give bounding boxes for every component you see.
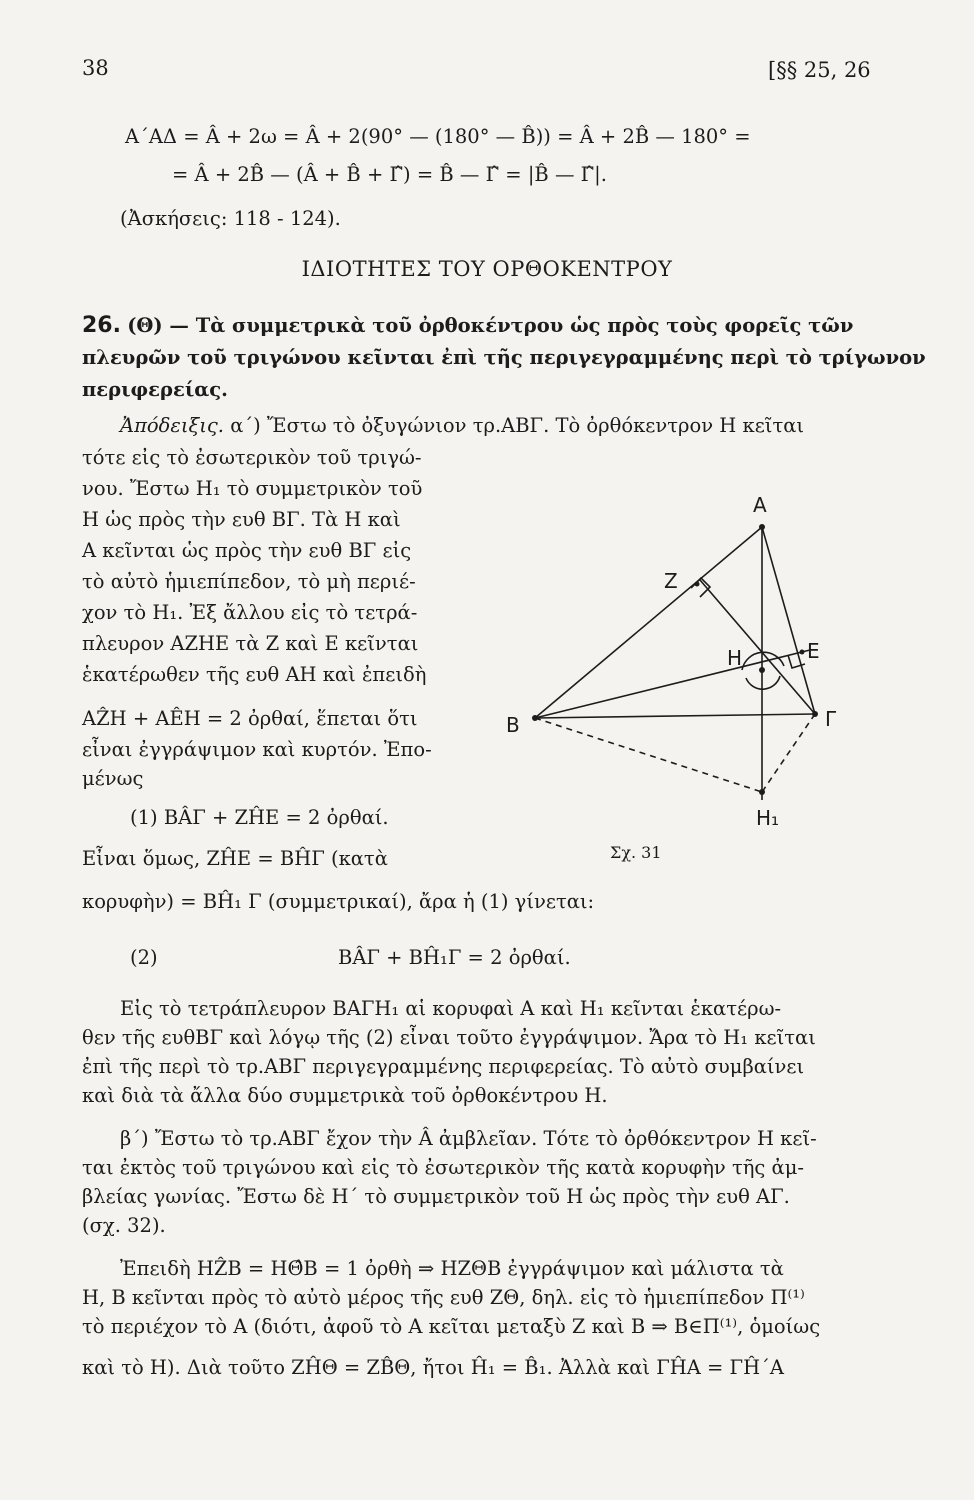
label-h1: Η₁ — [756, 806, 780, 830]
point-a — [759, 524, 765, 530]
case-b-line-1: β΄) Ἔστω τὸ τρ.ΑΒΓ ἔχον τὴν Â ἀμβλεῖαν. Τότε τὸ ὀρθόκεντρον Η κεῖ- — [120, 1127, 817, 1150]
case-b-line-6: Η, Β κεῖνται πρὸς τὸ αὐτὸ μέρος τῆς ευθ ΖΘ, δηλ. εἰς τὸ ἡμιεπίπεδον Π⁽¹⁾ — [82, 1286, 805, 1309]
equation-line-1: Α΄ΑΔ = Â + 2ω = Â + 2(90° — (180° — B̂)) = Â + 2B̂ — 180° = — [125, 125, 751, 148]
exercises-reference: (Ἀσκήσεις: 118 - 124). — [120, 207, 341, 230]
label-a: Α — [753, 493, 767, 517]
angle-arc-bhg — [746, 676, 780, 689]
case-b-line-3: βλείας γωνίας. Ἔστω δὲ Η΄ τὸ συμμετρικὸν τοῦ Η ὡς πρὸς τὴν ευθ ΑΓ. — [82, 1185, 790, 1208]
segment-g-h1 — [762, 714, 815, 792]
equation-line-2: = Â + 2B̂ — (Â + B̂ + Γ̂) = B̂ — Γ̂ = |B̂ — Γ̂|. — [172, 163, 607, 186]
segment-b-h1 — [535, 718, 762, 792]
side-ag — [762, 527, 815, 714]
proof-line-13: Εἶναι ὅμως, ΖĤΕ = ΒĤΓ (κατὰ — [82, 847, 388, 870]
section-reference: [§§ 25, 26 — [768, 58, 871, 82]
proof-line-2: τότε εἰς τὸ ἐσωτερικὸν τοῦ τριγώ- — [82, 446, 422, 469]
label-h: Η — [727, 646, 743, 670]
label-g: Γ — [825, 707, 837, 731]
point-b — [532, 715, 538, 721]
point-z — [695, 582, 700, 587]
figure-31-diagram — [470, 480, 860, 860]
point-h1 — [759, 789, 765, 795]
proof-line-11: εἶναι ἐγγράψιμον καὶ κυρτόν. Ἐπο- — [82, 738, 432, 761]
proof-line-17: ἐπὶ τῆς περὶ τὸ τρ.ΑΒΓ περιγεγραμμένης περιφερείας. Τὸ αὐτὸ συμβαίνει — [82, 1055, 805, 1078]
theorem-line-3: περιφερείας. — [82, 378, 228, 401]
side-bg — [535, 714, 815, 718]
theorem-line-2: πλευρῶν τοῦ τριγώνου κεῖνται ἐπὶ τῆς περιγεγραμμένης περὶ τὸ τρίγωνον — [82, 346, 926, 369]
theorem-number: 26. — [82, 313, 121, 338]
altitude-g — [700, 580, 815, 714]
point-e — [800, 650, 805, 655]
case-b-line-8: καὶ τὸ Η). Διὰ τοῦτο ΖĤΘ = ΖB̂Θ, ἤτοι Ĥ₁ = B̂₁. Ἀλλὰ καὶ ΓĤΑ = ΓĤ΄Α — [82, 1356, 784, 1379]
proof-line-10: ΑẐΗ + ΑÊΗ = 2 ὀρθαί, ἕπεται ὅτι — [82, 707, 418, 730]
proof-line-1 — [120, 413, 804, 439]
equation-2: ΒÂΓ + ΒĤ₁Γ = 2 ὀρθαί. — [338, 946, 571, 969]
point-h — [759, 667, 765, 673]
proof-text-1: α΄) Ἔστω τὸ ὀξυγώνιον τρ.ΑΒΓ. Τὸ ὀρθόκεντρον Η κεῖται — [230, 414, 805, 437]
proof-line-16: θεν τῆς ευθΒΓ καὶ λόγῳ τῆς (2) εἶναι τοῦτο ἐγγράψιμον. Ἄρα τὸ Η₁ κεῖται — [82, 1026, 816, 1049]
label-z: Ζ — [664, 569, 678, 593]
label-b: Β — [506, 713, 520, 737]
section-heading: ΙΔΙΟΤΗΤΕΣ ΤΟΥ ΟΡΘΟΚΕΝΤΡΟΥ — [301, 257, 673, 281]
proof-line-3: νου. Ἔστω Η₁ τὸ συμμετρικὸν τοῦ — [82, 477, 423, 500]
label-e: Ε — [807, 639, 820, 663]
proof-line-4: Η ὡς πρὸς τὴν ευθ ΒΓ. Τὰ Η καὶ — [82, 508, 401, 531]
proof-line-7: χον τὸ Η₁. Ἐξ ἄλλου εἰς τὸ τετρά- — [82, 601, 418, 624]
case-b-line-4: (σχ. 32). — [82, 1214, 166, 1237]
figure-caption: Σχ. 31 — [610, 843, 662, 862]
theorem-statement-1: (Θ) — Τὰ συμμετρικὰ τοῦ ὀρθοκέντρου ὡς πρὸς τοὺς φορεῖς τῶν — [127, 314, 854, 337]
right-angle-mark-e — [788, 655, 805, 668]
equation-2-number: (2) — [130, 946, 158, 969]
proof-line-5: Α κεῖνται ὡς πρὸς τὴν ευθ ΒΓ εἰς — [82, 539, 412, 562]
page-number: 38 — [82, 56, 109, 80]
theorem-line-1 — [82, 313, 853, 339]
case-b-line-5: Ἐπειδὴ ΗẐΒ = ΗΘ̂Β = 1 ὀρθὴ ⇒ ΗΖΘΒ ἐγγράψιμον καὶ μάλιστα τὰ — [120, 1257, 784, 1280]
proof-label: Ἀπόδειξις. — [120, 414, 224, 437]
proof-line-9: ἑκατέρωθεν τῆς ευθ ΑΗ καὶ ἐπειδὴ — [82, 663, 427, 686]
proof-line-8: πλευρον ΑΖΗΕ τὰ Ζ καὶ Ε κεῖνται — [82, 632, 419, 655]
proof-line-15: Εἰς τὸ τετράπλευρον ΒΑΓΗ₁ αἱ κορυφαὶ Α καὶ Η₁ κεῖνται ἑκατέρω- — [120, 997, 782, 1020]
case-b-line-2: ται ἐκτὸς τοῦ τριγώνου καὶ εἰς τὸ ἐσωτερικὸν τῆς κατὰ κορυφὴν τῆς ἀμ- — [82, 1156, 804, 1179]
point-g — [812, 711, 818, 717]
proof-line-12: μένως — [82, 767, 144, 790]
proof-line-14: κορυφὴν) = ΒĤ₁ Γ (συμμετρικαί), ἄρα ἡ (1) γίνεται: — [82, 890, 595, 913]
case-b-line-7: τὸ περιέχον τὸ Α (διότι, ἀφοῦ τὸ Α κεῖται μεταξὺ Ζ καὶ Β ⇒ Β∈Π⁽¹⁾, ὁμοίως — [82, 1315, 821, 1338]
equation-1: (1) ΒÂΓ + ΖĤΕ = 2 ὀρθαί. — [130, 806, 389, 829]
proof-line-6: τὸ αὐτὸ ἡμιεπίπεδον, τὸ μὴ περιέ- — [82, 570, 416, 593]
proof-line-18: καὶ διὰ τὰ ἄλλα δύο συμμετρικὰ τοῦ ὀρθοκέντρου Η. — [82, 1084, 608, 1107]
